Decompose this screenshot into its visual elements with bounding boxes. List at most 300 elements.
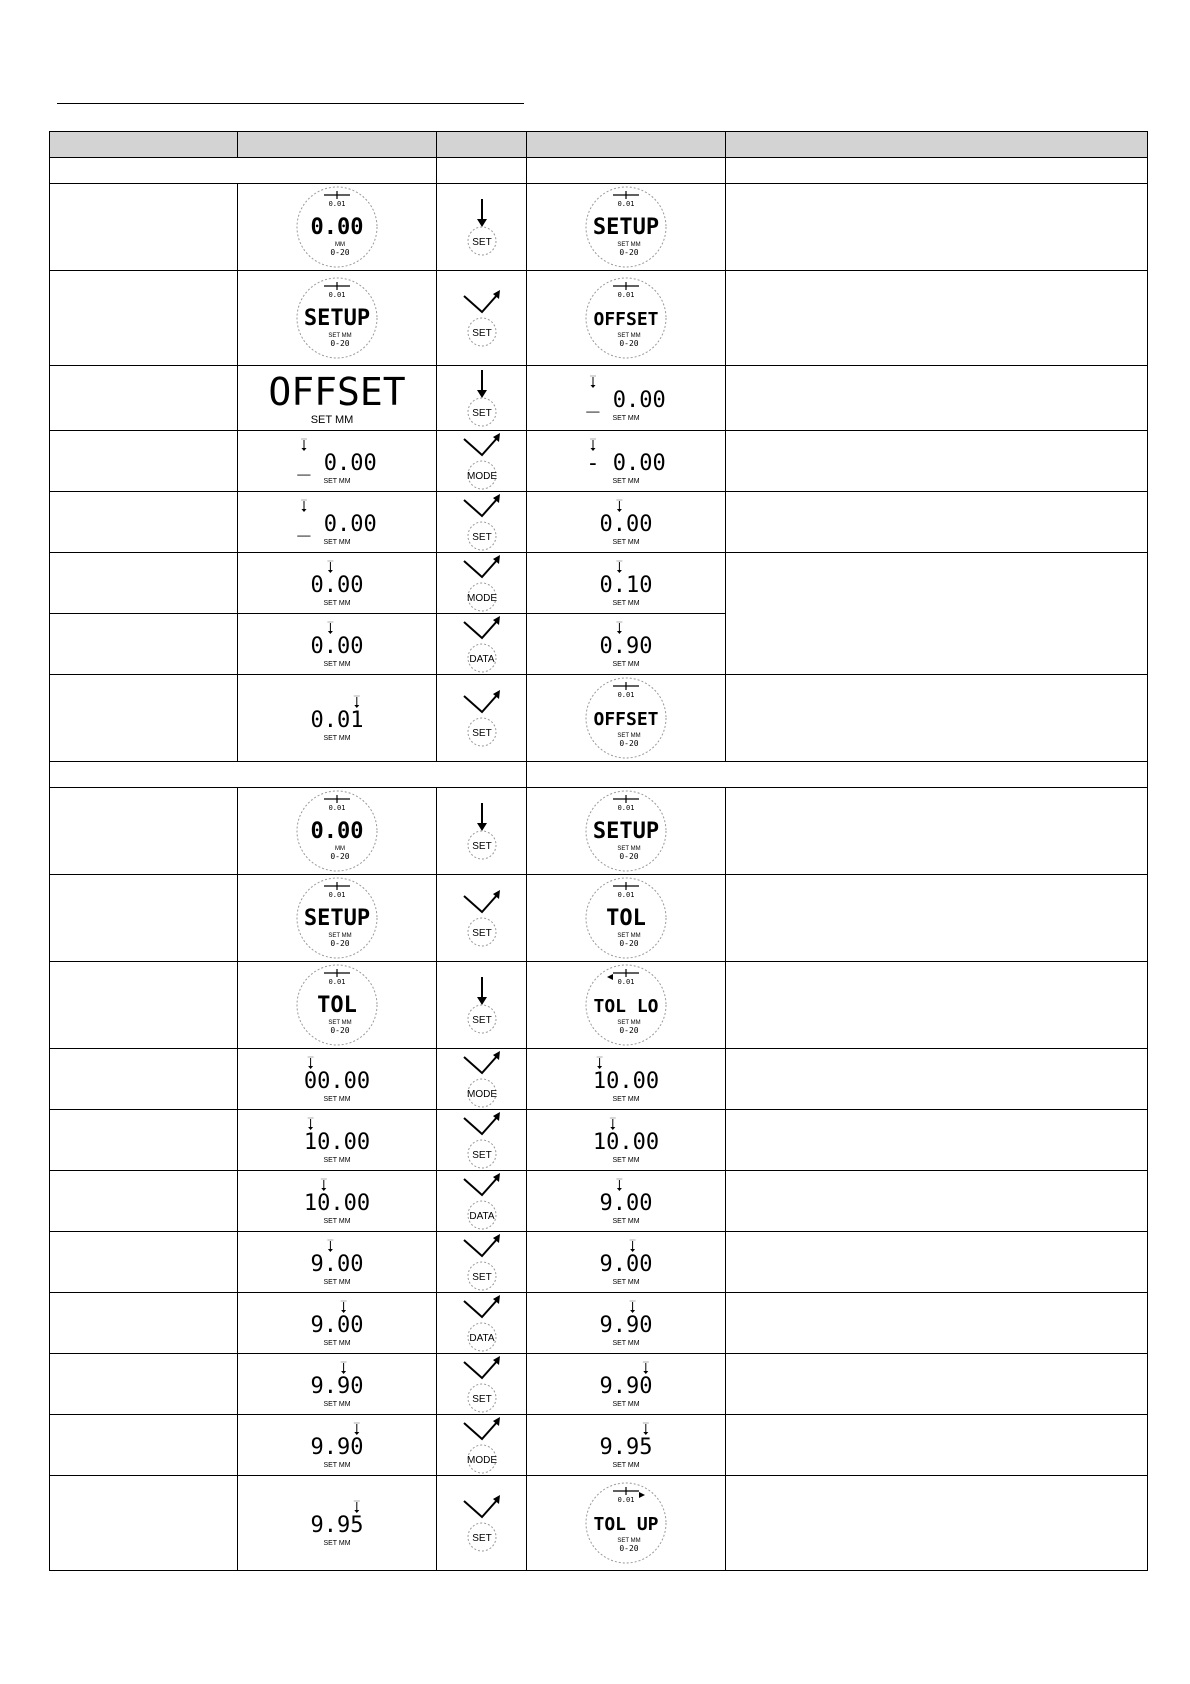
description-cell <box>726 1293 1148 1354</box>
section-cell-after <box>527 158 726 184</box>
lcd-legend: MM <box>335 242 345 248</box>
display-before-cell <box>238 1354 437 1415</box>
key-cell <box>437 875 527 962</box>
display-before-cell <box>238 962 437 1049</box>
key-press-icon <box>452 1110 512 1170</box>
lcd-before <box>262 275 412 361</box>
step-cell <box>50 788 238 875</box>
lcd-before <box>262 1054 412 1104</box>
lcd-before <box>262 1420 412 1470</box>
section-cell-key <box>437 158 527 184</box>
lcd-legend: SET MM <box>612 539 640 546</box>
press-release-arrow-icon <box>464 1360 498 1378</box>
lcd-legend: SET MM <box>328 1020 352 1026</box>
display-before-cell <box>238 1415 437 1476</box>
lcd-before <box>262 1237 412 1287</box>
lcd-legend: SET MM <box>323 1340 351 1347</box>
lcd-value: 0.00 <box>310 634 364 659</box>
key-cell <box>437 1171 527 1232</box>
key-cell <box>437 1476 527 1571</box>
blink-cursor-icon <box>630 1240 636 1252</box>
range-label: 0-20 <box>619 852 639 861</box>
display-after-cell <box>527 875 726 962</box>
section-title <box>50 762 527 788</box>
display-before-cell <box>238 675 437 762</box>
step-row <box>50 1049 1148 1110</box>
description-cell <box>726 492 1148 553</box>
step-row <box>50 366 1148 431</box>
key-press-icon <box>452 492 512 552</box>
lcd-after <box>551 675 701 761</box>
description-cell <box>726 184 1148 271</box>
lcd-legend: SET MM <box>323 1157 351 1164</box>
blink-cursor-icon <box>590 376 596 388</box>
step-cell <box>50 1476 238 1571</box>
lcd-legend: SET MM <box>617 933 641 939</box>
lcd-value: 0.90 <box>599 634 653 659</box>
lcd-before <box>262 497 412 547</box>
display-after-cell <box>527 1171 726 1232</box>
display-after-cell <box>527 962 726 1049</box>
lcd-value: 10.00 <box>592 1069 660 1094</box>
lcd-legend: SET MM <box>323 1401 351 1408</box>
lcd-before <box>262 1298 412 1348</box>
section-title <box>50 158 437 184</box>
description-cell <box>726 271 1148 366</box>
resolution-label: 0.01 <box>328 978 346 986</box>
step-cell <box>50 1415 238 1476</box>
range-label: 0-20 <box>619 939 639 948</box>
key-press-icon <box>452 1293 512 1353</box>
lcd-value: 0.00 <box>310 215 364 240</box>
lcd-after <box>551 1420 701 1470</box>
display-after-cell <box>527 553 726 614</box>
key-label: SET <box>471 408 492 419</box>
key-press-icon <box>452 431 512 491</box>
resolution-label: 0.01 <box>328 804 346 812</box>
lcd-before <box>262 875 412 961</box>
lcd-value: OFFSET <box>593 709 659 730</box>
display-before-cell <box>238 875 437 962</box>
display-before-cell <box>238 1110 437 1171</box>
lcd-value: 9.90 <box>310 1435 364 1460</box>
range-label: 0-20 <box>330 339 350 348</box>
key-press-icon <box>452 888 512 948</box>
display-after-cell <box>527 1232 726 1293</box>
range-label: 0-20 <box>330 852 350 861</box>
lcd-value: TOL UP <box>593 1514 659 1535</box>
description-cell <box>726 1171 1148 1232</box>
lcd-legend: SET MM <box>617 733 641 739</box>
range-label: 0-20 <box>619 339 639 348</box>
key-press-icon <box>452 553 512 613</box>
step-row <box>50 1232 1148 1293</box>
range-label: 0-20 <box>619 1026 639 1035</box>
lcd-value: - 0.00 <box>586 451 666 476</box>
lcd-before <box>262 1498 412 1548</box>
lcd-legend: SET MM <box>323 1462 351 1469</box>
press-release-arrow-icon <box>464 894 498 912</box>
lcd-value: 10.00 <box>303 1191 371 1216</box>
lcd-legend: SET MM <box>612 1096 640 1103</box>
description-cell <box>726 875 1148 962</box>
lcd-value: OFFSET <box>593 309 659 330</box>
press-release-arrow-icon <box>464 1055 498 1073</box>
display-before-cell <box>238 1171 437 1232</box>
lcd-value: 0.10 <box>599 573 653 598</box>
left-marker-icon <box>607 974 613 980</box>
blink-cursor-icon <box>341 1301 347 1313</box>
lcd-legend: SET MM <box>612 1157 640 1164</box>
step-cell <box>50 1171 238 1232</box>
key-cell <box>437 788 527 875</box>
lcd-legend: SET MM <box>612 415 640 422</box>
lcd-after <box>551 619 701 669</box>
lcd-legend: SET MM <box>323 600 351 607</box>
display-before-cell <box>238 492 437 553</box>
lcd-before <box>262 693 412 743</box>
lcd-legend: SET MM <box>617 846 641 852</box>
key-label: SET <box>471 237 492 248</box>
step-row <box>50 1171 1148 1232</box>
lcd-before <box>262 788 412 874</box>
lcd-after <box>551 184 701 270</box>
lcd-value: _ 0.00 <box>297 451 377 476</box>
key-cell <box>437 431 527 492</box>
section-cell-right <box>527 762 1148 788</box>
display-after-cell <box>527 675 726 762</box>
step-row <box>50 675 1148 762</box>
key-press-icon <box>452 197 512 257</box>
lcd-after <box>551 1237 701 1287</box>
key-cell <box>437 1415 527 1476</box>
key-label: MODE <box>466 471 497 482</box>
lcd-legend: SET MM <box>323 1096 351 1103</box>
lcd-value: 9.00 <box>310 1313 364 1338</box>
blink-cursor-icon <box>301 500 307 512</box>
description-cell <box>726 553 1148 675</box>
col-header-description <box>726 132 1148 158</box>
lcd-legend: SET MM <box>617 1538 641 1544</box>
step-cell <box>50 431 238 492</box>
lcd-after <box>551 275 701 361</box>
lcd-value: 9.90 <box>310 1374 364 1399</box>
lcd-legend: SET MM <box>617 1020 641 1026</box>
right-marker-icon <box>639 1492 645 1498</box>
lcd-value: 0.00 <box>599 512 653 537</box>
press-release-arrow-icon <box>464 294 498 312</box>
display-after-cell <box>527 1354 726 1415</box>
blink-cursor-icon <box>327 622 333 634</box>
lcd-after <box>551 558 701 608</box>
key-press-icon <box>452 801 512 861</box>
display-after-cell <box>527 788 726 875</box>
procedure-table <box>49 131 1148 1571</box>
lcd-value: 0.00 <box>310 573 364 598</box>
lcd-value: SETUP <box>592 215 660 240</box>
lcd-after <box>551 436 701 486</box>
lcd-value: 9.95 <box>599 1435 653 1460</box>
press-release-arrow-icon <box>464 1238 498 1256</box>
lcd-after <box>551 373 701 423</box>
display-before-cell <box>238 553 437 614</box>
description-cell <box>726 1110 1148 1171</box>
display-before-cell <box>238 366 437 431</box>
description-cell <box>726 1232 1148 1293</box>
step-cell <box>50 1293 238 1354</box>
blink-cursor-icon <box>630 1301 636 1313</box>
lcd-legend: SET MM <box>328 933 352 939</box>
lcd-legend: SET MM <box>323 735 351 742</box>
key-cell <box>437 962 527 1049</box>
blink-cursor-icon <box>327 561 333 573</box>
lcd-after <box>551 1359 701 1409</box>
lcd-legend: SET MM <box>323 478 351 485</box>
display-before-cell <box>238 1232 437 1293</box>
key-label: SET <box>471 532 492 543</box>
lcd-legend: SET MM <box>612 1218 640 1225</box>
range-label: 0-20 <box>330 248 350 257</box>
step-row <box>50 875 1148 962</box>
key-press-icon <box>452 1049 512 1109</box>
display-before-cell <box>238 614 437 675</box>
blink-cursor-icon <box>321 1179 327 1191</box>
key-label: SET <box>471 841 492 852</box>
lcd-legend: SET MM <box>617 333 641 339</box>
press-release-arrow-icon <box>464 559 498 577</box>
key-cell <box>437 614 527 675</box>
step-row <box>50 1354 1148 1415</box>
key-label: DATA <box>468 654 495 665</box>
display-before-cell <box>238 1293 437 1354</box>
key-press-icon <box>452 975 512 1035</box>
resolution-label: 0.01 <box>617 691 635 699</box>
lcd-value: 0.01 <box>310 708 364 733</box>
blink-cursor-icon <box>616 1179 622 1191</box>
display-before-cell <box>238 431 437 492</box>
key-cell <box>437 553 527 614</box>
lcd-legend: SET MM <box>323 661 351 668</box>
step-row <box>50 1415 1148 1476</box>
key-press-icon <box>452 688 512 748</box>
resolution-label: 0.01 <box>617 1496 635 1504</box>
lcd-before <box>262 436 412 486</box>
display-after-cell <box>527 1049 726 1110</box>
description-cell <box>726 431 1148 492</box>
description-cell <box>726 675 1148 762</box>
lcd-legend: SET MM <box>612 1340 640 1347</box>
step-cell <box>50 184 238 271</box>
step-row <box>50 271 1148 366</box>
col-header-key <box>437 132 527 158</box>
lcd-value: 9.00 <box>599 1191 653 1216</box>
description-cell <box>726 1476 1148 1571</box>
key-label: SET <box>471 1272 492 1283</box>
resolution-label: 0.01 <box>328 291 346 299</box>
key-label: SET <box>471 1533 492 1544</box>
lcd-legend: SET MM <box>323 539 351 546</box>
key-cell <box>437 1232 527 1293</box>
lcd-after <box>551 1176 701 1226</box>
blink-cursor-icon <box>354 1501 360 1513</box>
key-press-icon <box>452 288 512 348</box>
lcd-legend: SET MM <box>323 1218 351 1225</box>
press-release-arrow-icon <box>464 1177 498 1195</box>
key-cell <box>437 492 527 553</box>
step-row <box>50 962 1148 1049</box>
blink-cursor-icon <box>301 439 307 451</box>
press-release-arrow-icon <box>464 437 498 455</box>
display-before-cell <box>238 184 437 271</box>
lcd-legend: MM <box>335 846 345 852</box>
lcd-legend: SET MM <box>328 333 352 339</box>
key-press-icon <box>452 614 512 674</box>
resolution-label: 0.01 <box>617 891 635 899</box>
header-row <box>50 132 1148 158</box>
description-cell <box>726 1415 1148 1476</box>
lcd-after <box>551 962 701 1048</box>
key-cell <box>437 1110 527 1171</box>
step-cell <box>50 553 238 614</box>
lcd-legend: SET MM <box>310 414 354 426</box>
blink-cursor-icon <box>616 561 622 573</box>
description-cell <box>726 1354 1148 1415</box>
col-header-display-after <box>527 132 726 158</box>
lcd-legend: SET MM <box>612 1462 640 1469</box>
key-press-icon <box>452 1415 512 1475</box>
key-label: SET <box>471 728 492 739</box>
blink-cursor-icon <box>643 1423 649 1435</box>
key-label: SET <box>471 1394 492 1405</box>
key-cell <box>437 184 527 271</box>
key-label: SET <box>471 328 492 339</box>
display-after-cell <box>527 271 726 366</box>
step-cell <box>50 614 238 675</box>
description-cell <box>726 1049 1148 1110</box>
lcd-value: 9.95 <box>310 1513 364 1538</box>
blink-cursor-icon <box>354 1423 360 1435</box>
blink-cursor-icon <box>308 1118 314 1130</box>
key-press-icon <box>452 1493 512 1553</box>
blink-cursor-icon <box>616 500 622 512</box>
lcd-value: SETUP <box>592 819 660 844</box>
step-cell <box>50 492 238 553</box>
range-label: 0-20 <box>330 939 350 948</box>
lcd-legend: SET MM <box>612 1279 640 1286</box>
press-release-arrow-icon <box>464 1499 498 1517</box>
display-after-cell <box>527 1476 726 1571</box>
press-release-arrow-icon <box>464 1421 498 1439</box>
lcd-after <box>551 1115 701 1165</box>
step-row <box>50 492 1148 553</box>
step-row <box>50 553 1148 614</box>
step-cell <box>50 1049 238 1110</box>
section-row <box>50 762 1148 788</box>
key-press-icon <box>452 1171 512 1231</box>
lcd-before <box>262 184 412 270</box>
lcd-before <box>262 619 412 669</box>
step-row <box>50 1110 1148 1171</box>
step-cell <box>50 271 238 366</box>
display-after-cell <box>527 1110 726 1171</box>
lcd-value: _ 0.00 <box>297 512 377 537</box>
press-release-arrow-icon <box>464 620 498 638</box>
step-row <box>50 1476 1148 1571</box>
col-header-display-before <box>238 132 437 158</box>
key-label: SET <box>471 1150 492 1161</box>
key-label: DATA <box>468 1211 495 1222</box>
step-cell <box>50 1232 238 1293</box>
section-row <box>50 158 1148 184</box>
lcd-value: 9.90 <box>599 1374 653 1399</box>
lcd-before <box>262 1359 412 1409</box>
lcd-after <box>551 875 701 961</box>
key-label: DATA <box>468 1333 495 1344</box>
display-before-cell <box>238 788 437 875</box>
key-label: MODE <box>466 593 497 604</box>
lcd-before <box>262 1115 412 1165</box>
title-underline <box>57 103 524 104</box>
lcd-value: TOL <box>606 906 646 931</box>
step-cell <box>50 366 238 431</box>
key-label: MODE <box>466 1455 497 1466</box>
section-cell-note <box>726 158 1148 184</box>
display-after-cell <box>527 1415 726 1476</box>
resolution-label: 0.01 <box>617 200 635 208</box>
display-after-cell <box>527 366 726 431</box>
key-cell <box>437 271 527 366</box>
lcd-value: 9.00 <box>599 1252 653 1277</box>
display-after-cell <box>527 492 726 553</box>
key-press-icon <box>452 1232 512 1292</box>
col-header-step <box>50 132 238 158</box>
key-label: SET <box>471 1015 492 1026</box>
key-press-icon <box>452 368 512 428</box>
range-label: 0-20 <box>619 739 639 748</box>
lcd-value: SETUP <box>303 306 371 331</box>
resolution-label: 0.01 <box>617 291 635 299</box>
lcd-value: TOL LO <box>593 996 659 1017</box>
step-cell <box>50 1354 238 1415</box>
key-cell <box>437 366 527 431</box>
resolution-label: 0.01 <box>328 891 346 899</box>
blink-cursor-icon <box>610 1118 616 1130</box>
lcd-before <box>262 558 412 608</box>
lcd-before <box>262 962 412 1048</box>
blink-cursor-icon <box>308 1057 314 1069</box>
lcd-legend: SET MM <box>323 1279 351 1286</box>
display-before-cell <box>238 1476 437 1571</box>
step-cell <box>50 675 238 762</box>
lcd-after <box>551 1054 701 1104</box>
lcd-value: 0.00 <box>310 819 364 844</box>
lcd-value: SETUP <box>303 906 371 931</box>
lcd-before <box>262 367 412 429</box>
lcd-after <box>551 1480 701 1566</box>
key-cell <box>437 675 527 762</box>
lcd-after <box>551 1298 701 1348</box>
range-label: 0-20 <box>619 248 639 257</box>
lcd-value: 10.00 <box>303 1130 371 1155</box>
display-after-cell <box>527 184 726 271</box>
range-label: 0-20 <box>619 1544 639 1553</box>
key-cell <box>437 1293 527 1354</box>
blink-cursor-icon <box>327 1240 333 1252</box>
blink-cursor-icon <box>354 696 360 708</box>
press-release-arrow-icon <box>464 694 498 712</box>
lcd-legend: SET MM <box>612 478 640 485</box>
resolution-label: 0.01 <box>328 200 346 208</box>
